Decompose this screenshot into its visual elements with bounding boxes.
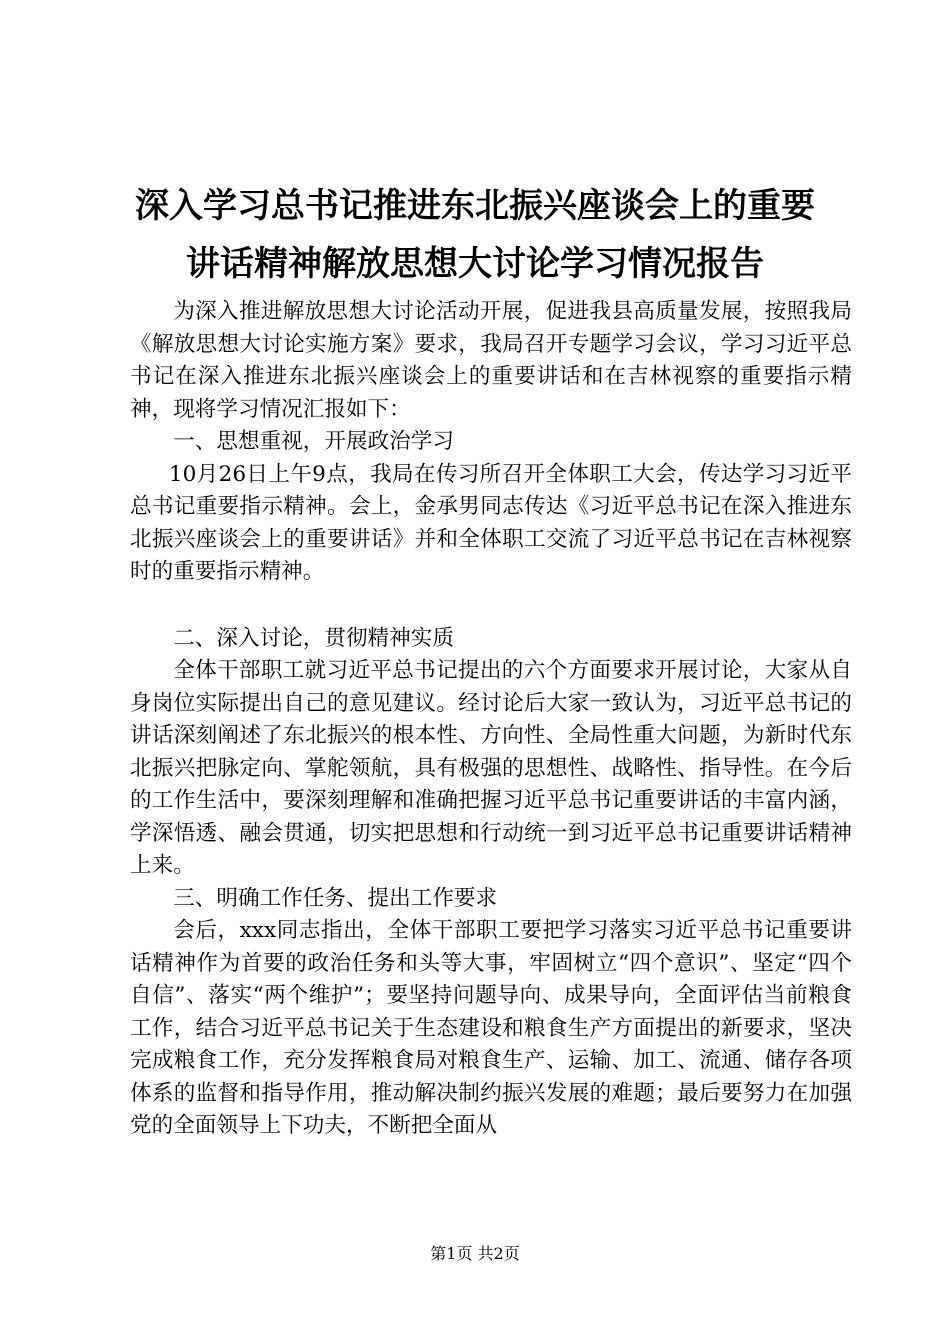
section-3-heading: 三、明确工作任务、提出工作要求 [173,885,498,911]
section-3-paragraph: 会后，xxx同志指出，全体干部职工要把学习落实习近平总书记重要讲话精神作为首要的政治任务和头等大事，牢固树立“四个意识”、坚定“四个自信”、落实“两个维护”；要坚持问题导向、成果导向，全面评估当前粮食工作，结合习近平总书记关于生态建设和粮食生产方面提出的新要求，坚决完成粮食工作，充分发挥粮食局对粮食生产、运输、加工、流通、储存各项体系的监督和指导作用，推动解决制约振兴发展的难题；最后要努力在加强党的全面领导上下功夫，不断把全面从 [130,918,852,1138]
section-2-heading: 二、深入讨论，贯彻精神实质 [173,625,454,651]
document-title-line-1: 深入学习总书记推进东北振兴座谈会上的重要 [135,186,815,226]
paragraph-spacer [130,589,852,623]
document-body [130,296,852,1143]
document-title-line-2: 讲话精神解放思想大讨论学习情况报告 [186,244,764,284]
section-1-heading: 一、思想重视，开展政治学习 [173,429,454,454]
intro-paragraph: 为深入推进解放思想大讨论活动开展，促进我县高质量发展，按照我局《解放思想大讨论实施方案》要求，我局召开专题学习会议，学习习近平总书记在深入推进东北振兴座谈会上的重要讲话和在吉林视察的重要指示精神，现将学习情况汇报如下： [130,299,852,422]
page-number-footer: 第1页 共2页 [430,1244,520,1263]
section-1-paragraph: 10月26日上午9点，我局在传习所召开全体职工大会，传达学习习近平总书记重要指示精神。会上，金承男同志传达《习近平总书记在深入推进东北振兴座谈会上的重要讲话》并和全体职工交流了习近平总书记在吉林视察时的重要指示精神。 [130,461,852,584]
section-2-paragraph: 全体干部职工就习近平总书记提出的六个方面要求开展讨论，大家从自身岗位实际提出自己的意见建议。经讨论后大家一致认为，习近平总书记的讲话深刻阐述了东北振兴的根本性、方向性、全局性重大问题，为新时代东北振兴把脉定向、掌舵领航，具有极强的思想性、战略性、指导性。在今后的工作生活中，要深刻理解和准确把握习近平总书记重要讲话的丰富内涵，学深悟透、融会贯通，切实把思想和行动统一到习近平总书记重要讲话精神上来。 [130,658,852,878]
